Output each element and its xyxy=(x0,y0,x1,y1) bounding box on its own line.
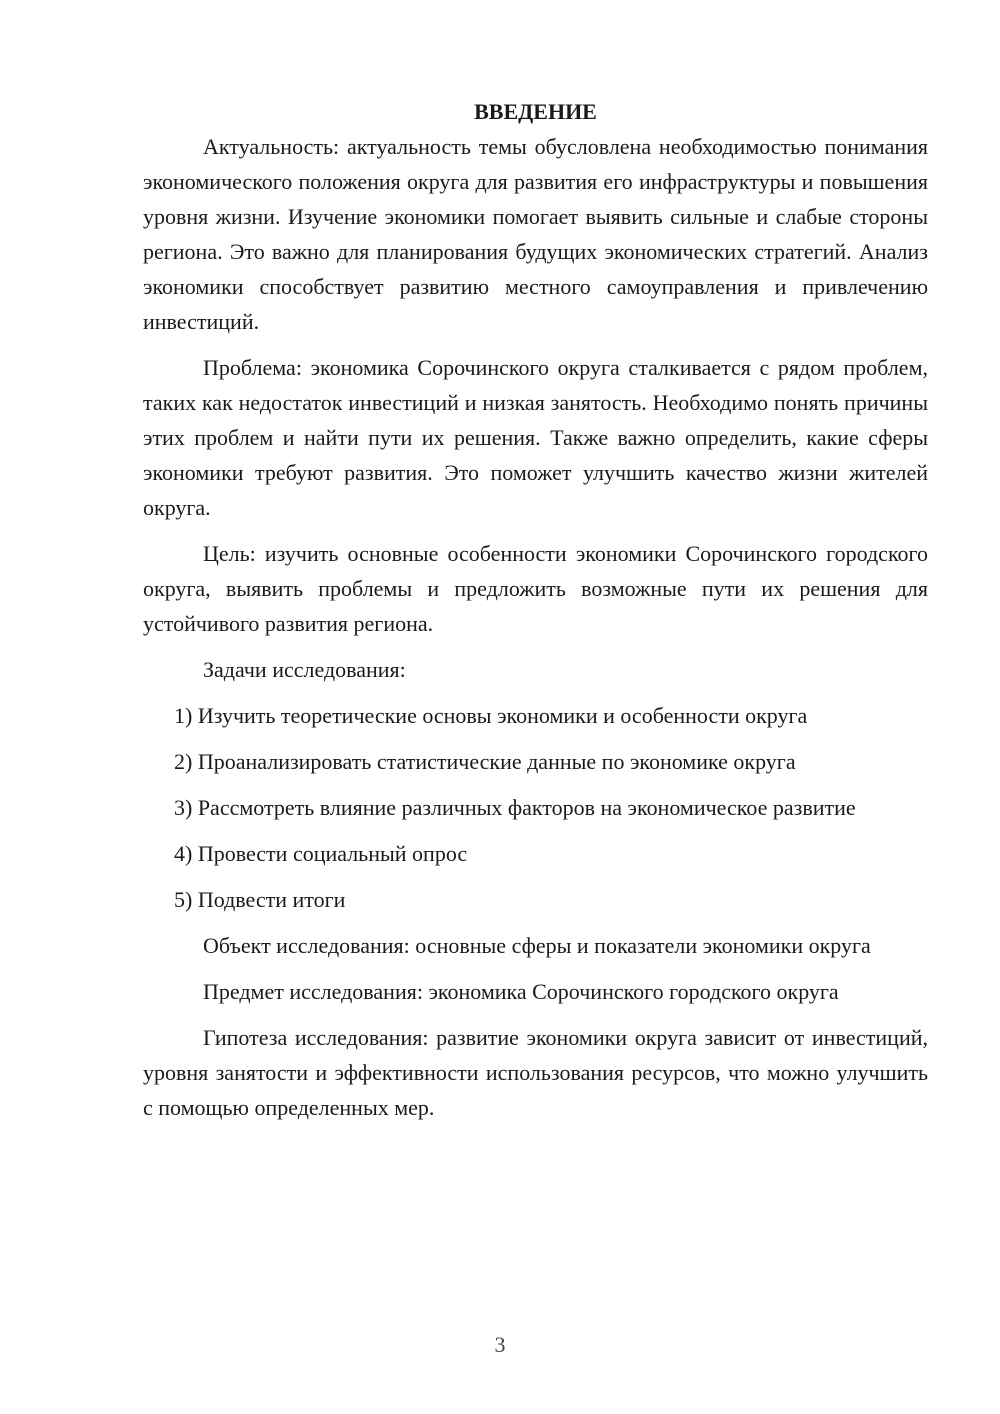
task-item: 5) Подвести итоги xyxy=(174,887,346,912)
task-item: 1) Изучить теоретические основы экономики и особенности округа xyxy=(174,703,808,728)
document-page xyxy=(143,94,928,1136)
hypothesis-paragraph: Гипотеза исследования: развитие экономики округа зависит от инвестиций, уровня занятости и эффективности использования ресурсов, что можно улучшить с помощью определенных мер. xyxy=(143,1025,928,1120)
relevance-paragraph: Актуальность: актуальность темы обусловлена необходимостью понимания экономического положения округа для развития его инфраструктуры и повышения уровня жизни. Изучение экономики помогает выявить сильные и слабые стороны региона. Это важно для планирования будущих экономических стратегий. Анализ экономики способствует развитию местного самоуправления и привлечению инвестиций. xyxy=(143,134,928,334)
goal-paragraph: Цель: изучить основные особенности экономики Сорочинского городского округа, выявить проблемы и предложить возможные пути их решения для устойчивого развития региона. xyxy=(143,541,928,636)
page-number: 3 xyxy=(494,1332,506,1357)
tasks-heading: Задачи исследования: xyxy=(203,657,406,682)
problem-paragraph: Проблема: экономика Сорочинского округа сталкивается с рядом проблем, таких как недостаток инвестиций и низкая занятость. Необходимо понять причины этих проблем и найти пути их решения. Также важно определить, какие сферы экономики требуют развития. Это поможет улучшить качество жизни жителей округа. xyxy=(143,355,928,520)
task-item: 3) Рассмотреть влияние различных факторов на экономическое развитие xyxy=(174,795,856,820)
subject-paragraph: Предмет исследования: экономика Сорочинского городского округа xyxy=(203,979,839,1004)
task-item: 4) Провести социальный опрос xyxy=(174,841,468,866)
object-paragraph: Объект исследования: основные сферы и показатели экономики округа xyxy=(203,933,871,958)
task-item: 2) Проанализировать статистические данные по экономике округа xyxy=(174,749,796,774)
page-title: ВВЕДЕНИЕ xyxy=(474,99,597,124)
